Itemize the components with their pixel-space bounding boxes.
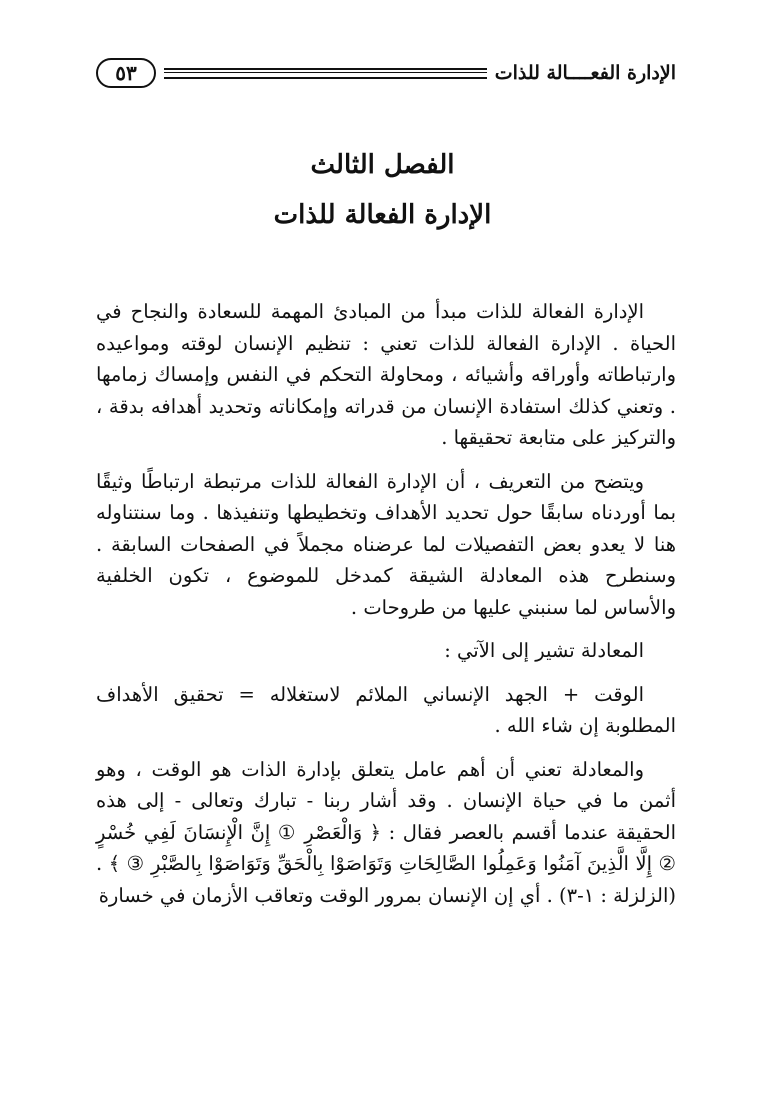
paragraph-3: المعادلة تشير إلى الآتي :	[444, 639, 644, 662]
running-title: الإدارة الفعــــالة للذات	[494, 62, 676, 84]
header-rule	[164, 68, 487, 79]
page-number: ٥٣	[96, 58, 156, 88]
chapter-subtitle: الإدارة الفعالة للذات	[273, 200, 492, 230]
paragraph-4: الوقت + الجهد الإنساني الملائم لاستغلاله = تحقيق الأهداف المطلوبة إن شاء الله .	[96, 682, 676, 737]
paragraph-5: والمعادلة تعني أن أهم عامل يتعلق بإدارة الذات هو الوقت ، وهو أثمن ما في حياة الإنسان . وقد أشار ربنا - تبارك وتعالى - إلى هذه الحقيقة عندما أقسم بالعصر فقال : ﴿ وَالْعَصْرِ ① إِنَّ الْإِنسَانَ لَفِي خُسْرٍ ② إِلَّا الَّذِينَ آمَنُوا وَعَمِلُوا الصَّالِحَاتِ وَتَوَاصَوْا بِالْحَقِّ وَتَوَاصَوْا بِالصَّبْرِ ③ ﴾ . (الزلزلة : ١-٣) . أي إن الإنسان بمرور الوقت وتعاقب الأزمان في خسارة	[96, 757, 676, 907]
running-header	[96, 55, 676, 91]
paragraph-2: ويتضح من التعريف ، أن الإدارة الفعالة للذات مرتبطة ارتباطًا وثيقًا بما أوردناه سابقًا حول تحديد الأهداف وتخطيطها وتنفيذها . وما سنتناوله هنا لا يعدو بعض التفصيلات لما عرضناه مجملاً في الصفحات السابقة . وسنطرح هذه المعادلة الشيقة كمدخل للموضوع ، تكون الخلفية والأساس لما سنبني عليها من طروحات .	[96, 469, 676, 619]
body-text	[96, 296, 676, 911]
paragraph-1: الإدارة الفعالة للذات مبدأ من المبادئ المهمة للسعادة والنجاح في الحياة . الإدارة الفعالة للذات تعني : تنظيم الإنسان لوقته ومواعيده وارتباطاته وأوراقه وأشيائه ، ومحاولة التحكم في النفس وإمساك زمامها . وتعني كذلك استفادة الإنسان من قدراته وإمكاناته وتحديد أهدافه بدقة ، والتركيز على متابعة تحقيقها .	[96, 300, 676, 449]
chapter-title: الفصل الثالث	[310, 150, 455, 180]
